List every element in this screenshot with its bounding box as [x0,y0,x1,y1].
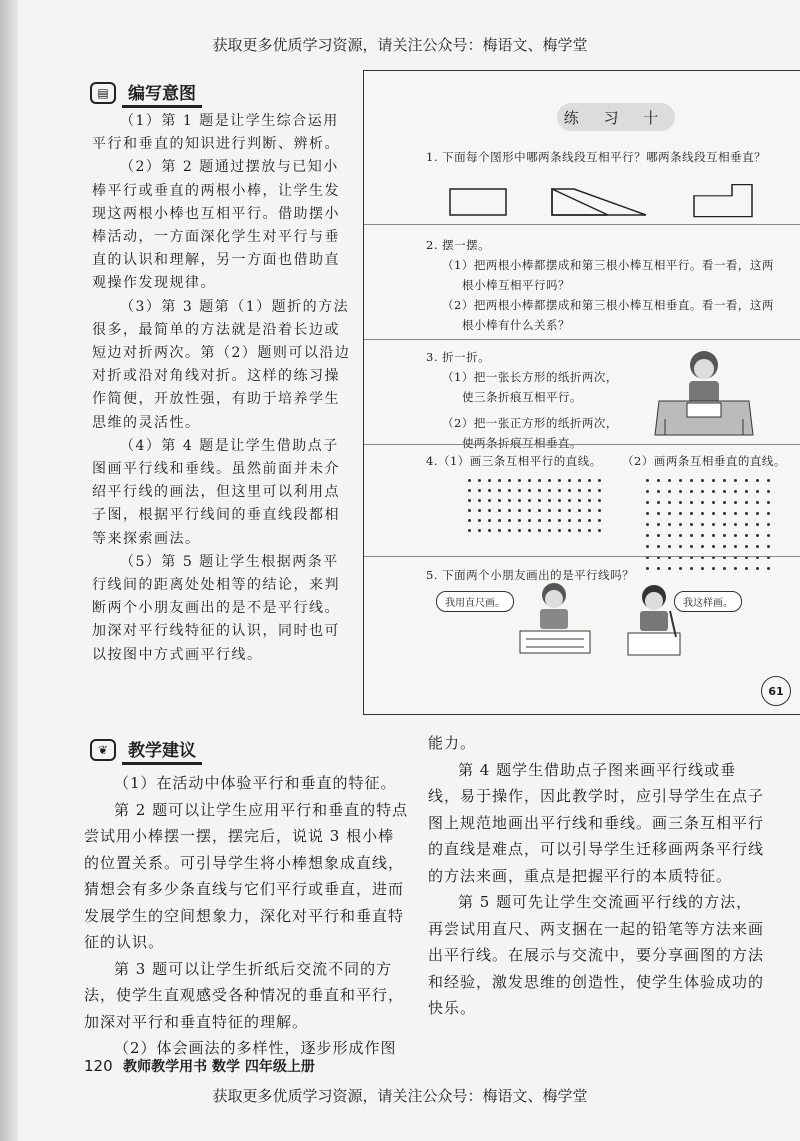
grid-dot [679,523,682,526]
grid-dot [690,512,693,515]
question-2-1-cont: 根小棒互相平行吗？ [462,278,570,292]
grid-dot [538,489,541,492]
figure-shapes [448,183,758,219]
grid-dot [646,567,649,570]
question-4-1: 4.（1）画三条互相平行的直线。 [426,454,602,468]
question-3-1: （1）把一张长方形的纸折两次， [442,370,618,384]
question-4-2: （2）画两条互相垂直的直线。 [622,454,786,468]
grid-dot [498,519,501,522]
book-spine [0,0,18,1141]
grid-dot [568,509,571,512]
grid-dot [657,512,660,515]
grid-dot [468,489,471,492]
grid-dot [734,545,737,548]
grid-dot [657,534,660,537]
grid-dot [548,489,551,492]
question-1: 1. 下面每个图形中哪两条线段互相平行？哪两条线段互相垂直？ [426,150,767,164]
dot-grid-left [468,479,608,549]
grid-dot [646,523,649,526]
grid-dot [568,499,571,502]
grid-dot [723,567,726,570]
grid-dot [528,519,531,522]
grid-dot [498,529,501,532]
divider [364,224,800,225]
grid-dot [646,479,649,482]
question-5: 5. 下面两个小朋友画出的是平行线吗？ [426,568,635,582]
grid-dot [668,479,671,482]
grid-dot [598,489,601,492]
book-icon: ▤ [90,82,116,104]
grid-dot [568,519,571,522]
grid-dot [734,512,737,515]
grid-dot [508,519,511,522]
grid-dot [508,489,511,492]
grid-dot [690,567,693,570]
grid-dot [690,534,693,537]
grid-dot [701,490,704,493]
grid-dot [723,512,726,515]
advice-continuation: 能力。 [428,734,477,752]
grid-dot [478,499,481,502]
design-intent-body [92,110,354,667]
grid-dot [657,545,660,548]
grid-dot [712,534,715,537]
question-3-2-cont: 使两条折痕互相垂直。 [462,436,582,450]
grid-dot [498,479,501,482]
grid-dot [528,499,531,502]
grid-dot [568,529,571,532]
grid-dot [498,509,501,512]
grid-dot [745,567,748,570]
grid-dot [538,529,541,532]
watermark-top: 获取更多优质学习资源，请关注公众号：梅语文、梅学堂 [212,36,588,54]
grid-dot [767,501,770,504]
question-2-title: 2. 摆一摆。 [426,238,491,252]
design-paragraph: （3）第 3 题第（1）题折的方法很多，最简单的方法就是沿着长边或短边对折两次。第（2）题则可以沿边对折或沿对角线对折。这样的练习操作简便，开放性强，有助于培养学生思维的灵活性。 [92,298,351,431]
grid-dot [756,523,759,526]
speech-bubble-left: 我用直尺画。 [436,591,514,612]
design-paragraph: （4）第 4 题是让学生借助点子图画平行线和垂线。虽然前面并未介绍平行线的画法，但这里可以利用点子图，根据平行线间的垂直线段都相等来探索画法。 [92,437,340,547]
grid-dot [588,489,591,492]
grid-dot [745,479,748,482]
grid-dot [668,523,671,526]
grid-dot [690,523,693,526]
book-title: 教师教学用书 数学 四年级上册 [123,1059,315,1075]
grid-dot [767,479,770,482]
exercise-title: 练 习 十 [557,103,675,131]
question-2-2-cont: 根小棒有什么关系？ [462,318,570,332]
question-3-title: 3. 折一折。 [426,350,491,364]
grid-dot [478,489,481,492]
question-3-1-cont: 使三条折痕互相平行。 [462,390,582,404]
advice-paragraph: 第 2 题可以让学生应用平行和垂直的特点尝试用小棒摆一摆，摆完后，说说 3 根小棒的位置关系。可引导学生将小棒想象成直线，猜想会有多少条直线与它们平行或垂直，进而发展学生的空间想象力，深化对平行和垂直特征的认识。 [84,800,409,951]
trapezoid-figure [552,189,608,215]
grid-dot [558,489,561,492]
grid-dot [668,501,671,504]
grid-dot [723,501,726,504]
grid-dot [712,479,715,482]
grid-dot [498,499,501,502]
grid-dot [558,479,561,482]
grid-dot [701,534,704,537]
rectangle-figure [450,189,506,215]
grid-dot [690,501,693,504]
question-2-2: （2）把两根小棒都摆成和第三根小棒互相垂直。看一看，这两 [442,298,774,312]
grid-dot [518,489,521,492]
design-intent-title: 编写意图 [122,78,202,108]
advice-paragraph: 第 5 题可先让学生交流画平行线的方法，再尝试用直尺、两支捆在一起的铅笔等方法来画出平行线。在展示与交流中，要分享画图的方法和经验，激发思维的创造性，使学生体验成功的快乐。 [428,893,765,1017]
grid-dot [756,512,759,515]
exercise-page-number: 61 [761,676,791,706]
divider [364,339,800,340]
grid-dot [518,479,521,482]
grid-dot [767,512,770,515]
page-number: 120 [84,1057,113,1075]
grid-dot [745,545,748,548]
boy-with-ruler-illustration [514,579,594,659]
grid-dot [598,479,601,482]
grid-dot [745,523,748,526]
design-paragraph: （5）第 5 题让学生根据两条平行线间的距离处处相等的结论，来判断两个小朋友画出的是不是平行线。加深对平行线特征的认识，同时也可以按图中方式画平行线。 [92,553,340,663]
grid-dot [734,490,737,493]
grid-dot [679,534,682,537]
grid-dot [723,523,726,526]
grid-dot [734,523,737,526]
grid-dot [657,479,660,482]
grid-dot [701,501,704,504]
grid-dot [646,545,649,548]
grid-dot [518,509,521,512]
grid-dot [588,499,591,502]
grid-dot [756,501,759,504]
grid-dot [745,501,748,504]
grid-dot [679,567,682,570]
grid-dot [528,479,531,482]
grid-dot [756,545,759,548]
grid-dot [528,489,531,492]
grid-dot [657,523,660,526]
grid-dot [756,534,759,537]
grid-dot [518,519,521,522]
grid-dot [679,512,682,515]
grid-dot [538,499,541,502]
grid-dot [679,479,682,482]
grid-dot [578,479,581,482]
grid-dot [488,499,491,502]
grid-dot [701,545,704,548]
design-intent-header [90,78,202,108]
grid-dot [468,499,471,502]
grid-dot [646,490,649,493]
grid-dot [668,567,671,570]
grid-dot [578,519,581,522]
grid-dot [468,519,471,522]
grid-dot [468,509,471,512]
grid-dot [508,529,511,532]
grid-dot [701,523,704,526]
grid-dot [558,519,561,522]
grid-dot [679,490,682,493]
grid-dot [538,509,541,512]
grid-dot [478,509,481,512]
grid-dot [598,509,601,512]
watermark-bottom: 获取更多优质学习资源，请关注公众号：梅语文、梅学堂 [212,1087,588,1105]
grid-dot [598,529,601,532]
grid-dot [668,545,671,548]
grid-dot [548,519,551,522]
grid-dot [568,479,571,482]
grid-dot [518,499,521,502]
grid-dot [712,512,715,515]
grid-dot [690,545,693,548]
grid-dot [734,534,737,537]
advice-paragraph: 第 3 题可以让学生折纸后交流不同的方法，使学生直观感受各种情况的垂直和平行，加深对平行和垂直特征的理解。 [84,959,405,1031]
grid-dot [578,499,581,502]
l-shape-figure [694,185,752,217]
grid-dot [488,509,491,512]
design-paragraph: （1）第 1 题是让学生综合运用平行和垂直的知识进行判断、辨析。 [92,113,340,153]
grid-dot [767,523,770,526]
grid-dot [478,479,481,482]
divider [364,556,800,557]
grid-dot [538,519,541,522]
grid-dot [767,567,770,570]
grid-dot [712,490,715,493]
grid-dot [745,512,748,515]
advice-right-column [428,730,768,1022]
grid-dot [528,509,531,512]
grid-dot [723,479,726,482]
grid-dot [690,490,693,493]
grid-dot [701,479,704,482]
teaching-advice-title: 教学建议 [122,735,202,765]
question-3 [426,347,618,453]
grid-dot [657,567,660,570]
speech-bubble-right: 我这样画。 [674,591,742,612]
grid-dot [767,545,770,548]
grid-dot [690,479,693,482]
grid-dot [767,490,770,493]
grid-dot [538,479,541,482]
grid-dot [578,509,581,512]
exercise-box [363,70,800,715]
question-3-2: （2）把一张正方形的纸折两次， [442,416,618,430]
grid-dot [578,489,581,492]
grid-dot [734,479,737,482]
grid-dot [508,499,511,502]
advice-left-column [84,770,410,1062]
grid-dot [646,501,649,504]
grid-dot [588,479,591,482]
grid-dot [679,545,682,548]
divider [364,444,800,445]
question-2-1: （1）把两根小棒都摆成和第三根小棒互相平行。看一看，这两 [442,258,774,272]
grid-dot [668,490,671,493]
grid-dot [548,509,551,512]
grid-dot [712,567,715,570]
dot-grid-right [646,479,776,579]
grid-dot [756,567,759,570]
boy-with-pencils-illustration [624,581,684,661]
grid-dot [745,490,748,493]
grid-dot [488,529,491,532]
grid-dot [657,490,660,493]
teaching-advice-header [90,735,202,765]
grid-dot [528,529,531,532]
grid-dot [578,529,581,532]
grid-dot [723,534,726,537]
grid-dot [478,529,481,532]
grid-dot [558,499,561,502]
grid-dot [646,512,649,515]
grid-dot [508,479,511,482]
grid-dot [734,501,737,504]
grid-dot [468,479,471,482]
grid-dot [598,499,601,502]
grid-dot [712,501,715,504]
folding-girl-illustration [649,347,759,439]
grid-dot [518,529,521,532]
grid-dot [548,479,551,482]
grid-dot [488,519,491,522]
grid-dot [657,501,660,504]
grid-dot [548,499,551,502]
grid-dot [548,529,551,532]
design-paragraph: （2）第 2 题通过摆放与已知小棒平行或垂直的两根小棒，让学生发现这两根小棒也互相平行。借助摆小棒活动，一方面深化学生对平行与垂直的认识和理解，另一方面也借助直观操作发现规律。 [92,159,340,292]
question-2 [426,235,774,335]
grid-dot [588,529,591,532]
grid-dot [558,509,561,512]
grid-dot [745,534,748,537]
grid-dot [767,534,770,537]
grid-dot [598,519,601,522]
advice-paragraph: （1）在活动中体验平行和垂直的特征。 [114,774,397,792]
grid-dot [568,489,571,492]
grid-dot [712,523,715,526]
grid-dot [701,567,704,570]
grid-dot [734,567,737,570]
grid-dot [723,545,726,548]
grid-dot [488,489,491,492]
grid-dot [668,512,671,515]
grid-dot [588,509,591,512]
grid-dot [508,509,511,512]
grid-dot [701,512,704,515]
advice-paragraph: （2）体会画法的多样性，逐步形成作图 [114,1039,397,1057]
grid-dot [478,519,481,522]
page-footer [84,1056,315,1076]
leaf-icon: ❦ [90,739,116,761]
grid-dot [498,489,501,492]
grid-dot [712,545,715,548]
grid-dot [468,529,471,532]
grid-dot [756,490,759,493]
grid-dot [488,479,491,482]
grid-dot [646,534,649,537]
grid-dot [558,529,561,532]
grid-dot [588,519,591,522]
grid-dot [723,490,726,493]
grid-dot [679,501,682,504]
grid-dot [668,534,671,537]
grid-dot [756,479,759,482]
advice-paragraph: 第 4 题学生借助点子图来画平行线或垂线，易于操作，因此教学时，应引导学生在点子图上规范地画出平行线和垂线。画三条互相平行的直线是难点，可以引导学生迁移画两条平行线的方法来画，重点是把握平行的本质特征。 [428,760,765,885]
